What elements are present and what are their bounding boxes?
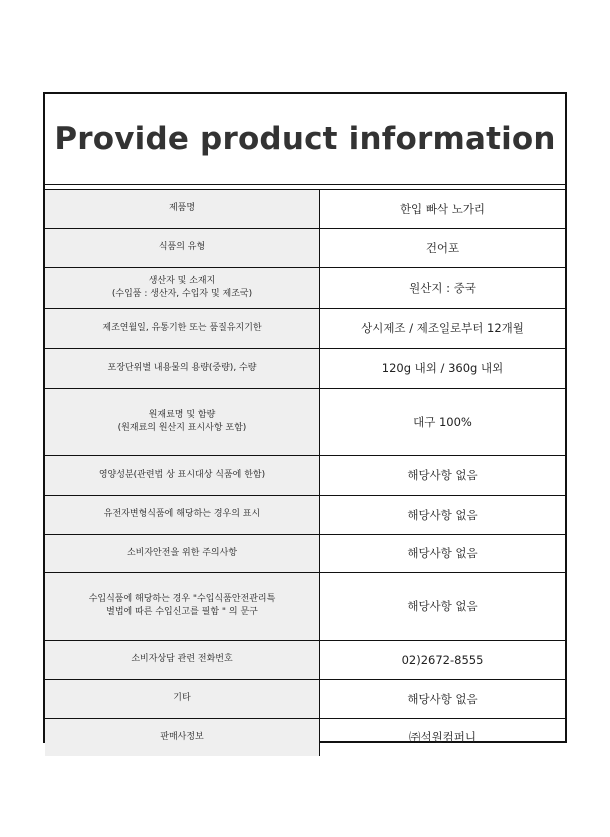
row-label-line: (원재료의 원산지 표시사항 포함) <box>117 422 247 433</box>
row-label <box>45 190 320 228</box>
row-value: 해당사항 없음 <box>320 455 566 495</box>
table-row <box>45 718 565 756</box>
row-label <box>45 495 320 534</box>
table-row <box>45 455 565 495</box>
row-label <box>45 308 320 348</box>
row-label-line: 유전자변형식품에 해당하는 경우의 표시 <box>103 509 261 519</box>
row-label-line: 제품명 <box>168 203 196 214</box>
row-label-line: 기타 <box>173 693 191 703</box>
row-label-line: 소비자안전을 위한 주의사항 <box>126 547 238 558</box>
row-value: 대구 100% <box>320 388 566 455</box>
row-label <box>45 718 320 756</box>
row-label-line: 원재료명 및 함량 <box>148 409 216 420</box>
row-label <box>45 267 320 308</box>
table-row <box>45 388 565 455</box>
product-info-sheet <box>43 92 567 743</box>
table-row <box>45 348 565 388</box>
row-label <box>45 572 320 640</box>
row-value: 해당사항 없음 <box>320 495 566 534</box>
table-row <box>45 640 565 679</box>
row-label <box>45 455 320 495</box>
row-value: ㈜석원컴퍼니 <box>320 718 566 756</box>
row-value: 한입 빠삭 노가리 <box>399 201 486 216</box>
row-label-line: 제조연월일, 유통기한 또는 품질유지기한 <box>102 322 262 333</box>
page-title: Provide product information <box>54 121 556 157</box>
row-value: 120g 내외 / 360g 내외 <box>320 348 566 388</box>
row-value: 건어포 <box>320 228 566 267</box>
table-row <box>45 308 565 348</box>
row-label-line: 포장단위별 내용물의 용량(중량), 수량 <box>107 362 257 373</box>
row-label <box>45 388 320 455</box>
product-info-table <box>45 190 565 756</box>
row-label-line: (수입품 : 생산자, 수입자 및 제조국) <box>111 288 253 299</box>
table-row <box>45 228 565 267</box>
row-label-line: 생산자 및 소재지 <box>148 275 216 286</box>
table-row <box>45 572 565 640</box>
row-label-line: 영양성분(관련법 상 표시대상 식품에 한함) <box>98 469 266 480</box>
title-box <box>45 94 565 185</box>
row-label-line: 별법에 따른 수입신고를 필함 " 의 문구 <box>106 607 258 617</box>
row-label <box>45 534 320 572</box>
table-row <box>45 534 565 572</box>
row-label <box>45 679 320 718</box>
row-value: 02)2672-8555 <box>320 640 566 679</box>
row-label <box>45 348 320 388</box>
row-label-line: 식품의 유형 <box>158 242 206 252</box>
table-row <box>45 679 565 718</box>
row-value: 원산지 : 중국 <box>320 267 566 308</box>
row-value: 해당사항 없음 <box>320 534 566 572</box>
row-value: 해당사항 없음 <box>320 572 566 640</box>
table-row <box>45 495 565 534</box>
row-label-line: 판매사정보 <box>160 731 204 742</box>
table-row <box>45 267 565 308</box>
row-value: 해당사항 없음 <box>320 679 566 718</box>
row-value: 상시제조 / 제조일로부터 12개월 <box>320 308 566 348</box>
table-row <box>45 190 565 228</box>
row-label <box>45 228 320 267</box>
row-label-line: 소비자상담 관련 전화번호 <box>131 654 233 664</box>
row-label-line: 수입식품에 해당하는 경우 "수입식품안전관리특 <box>88 594 276 604</box>
row-label <box>45 640 320 679</box>
